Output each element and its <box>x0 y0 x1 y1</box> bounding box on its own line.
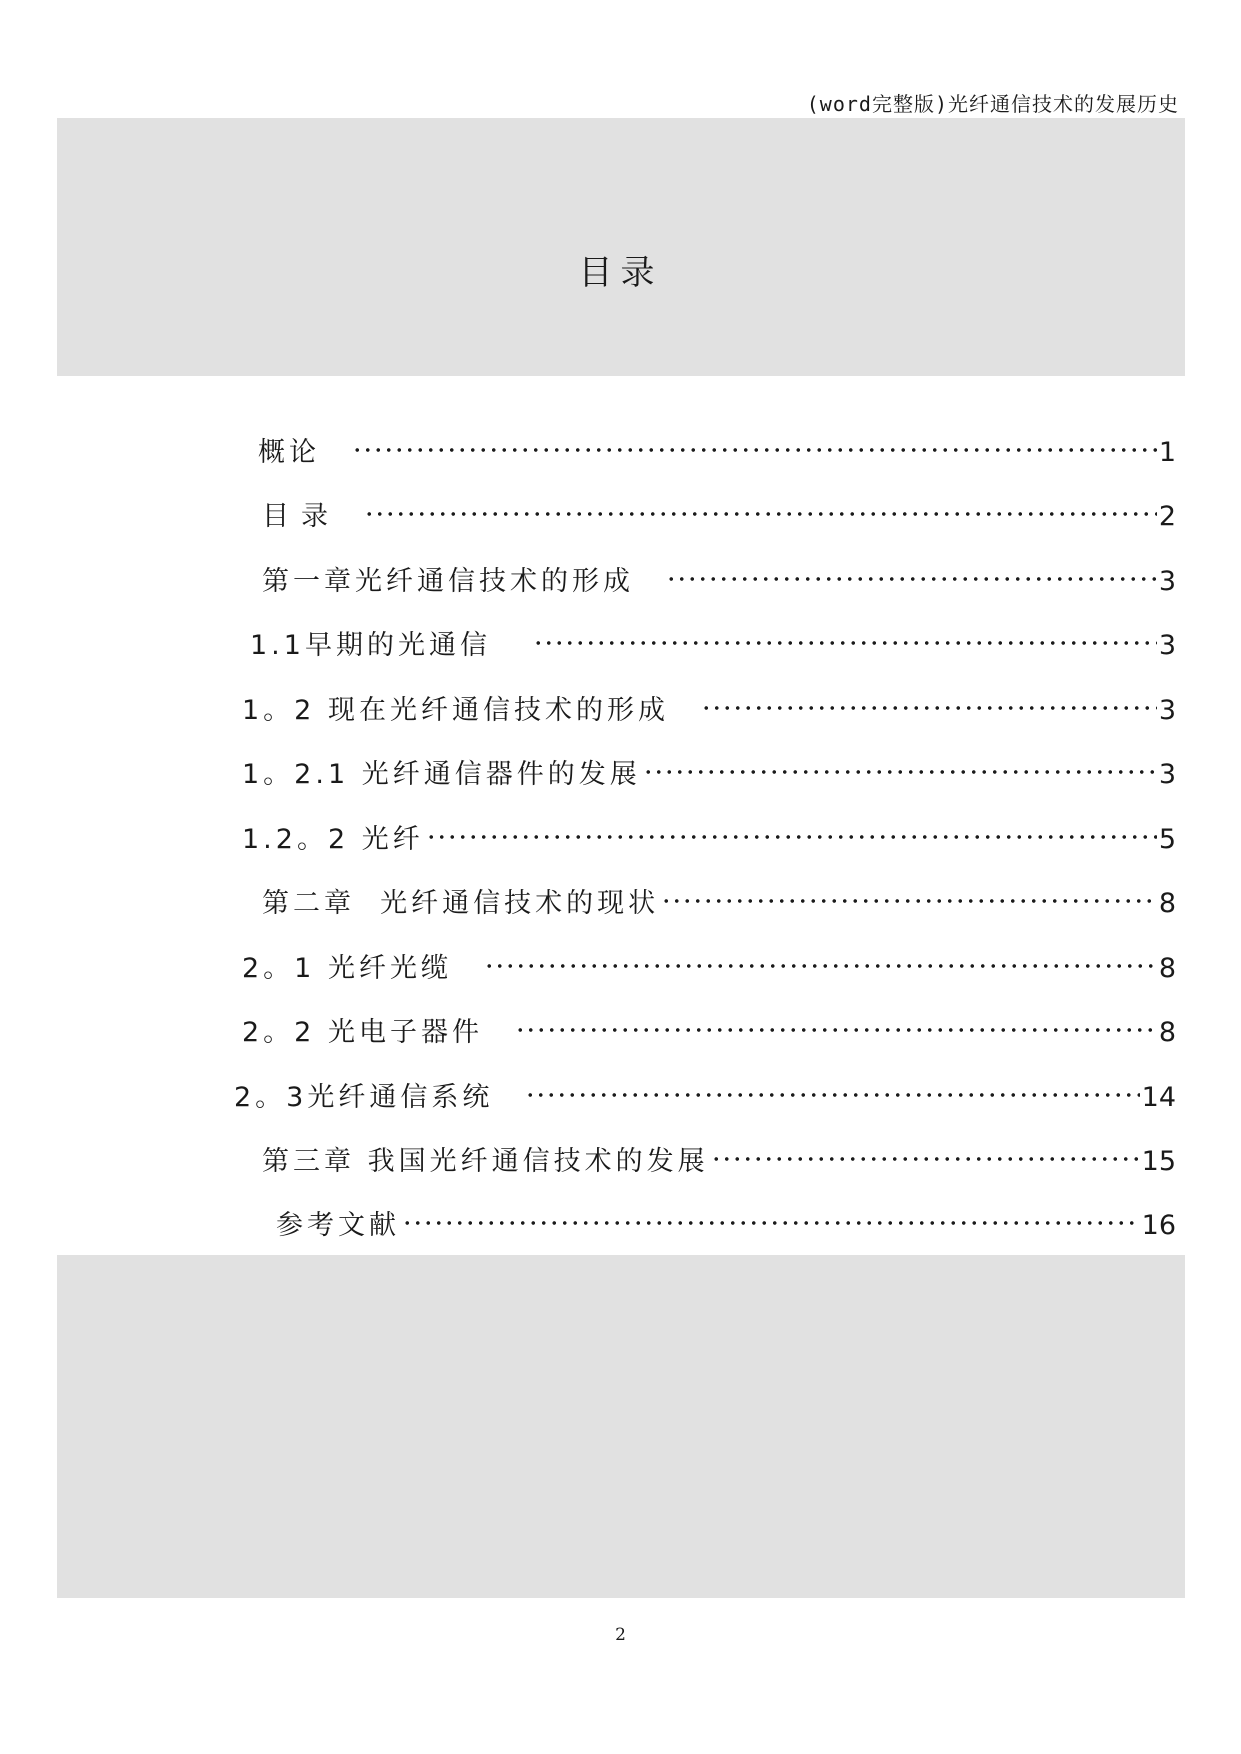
toc-entry-page: 2 <box>1158 501 1176 532</box>
dot-leader <box>661 872 1157 912</box>
dot-leader <box>484 937 1157 977</box>
toc-entry[interactable] <box>276 1194 1176 1241</box>
toc-entry-label: 1。2.1 光纤通信器件的发展 <box>242 759 641 790</box>
toc-entry-label: 第三章 我国光纤通信技术的发展 <box>262 1146 709 1177</box>
footer-band <box>57 1255 1185 1598</box>
toc-entry-page: 15 <box>1141 1146 1176 1177</box>
dot-leader <box>402 1194 1140 1234</box>
dot-leader <box>701 679 1157 719</box>
toc-entry-label: 2。1 光纤光缆 <box>242 953 452 984</box>
toc-entry-label: 第二章 光纤通信技术的现状 <box>262 888 660 919</box>
dot-leader <box>352 421 1157 461</box>
toc-entry-label: 1.1早期的光通信 <box>250 630 491 661</box>
toc-entry[interactable] <box>242 808 1176 855</box>
dot-leader <box>533 614 1157 654</box>
toc-entry-page: 1 <box>1158 437 1176 468</box>
toc-entry[interactable] <box>242 679 1176 726</box>
toc-entry-label: 2。3光纤通信系统 <box>234 1082 494 1113</box>
toc-entry[interactable] <box>242 1001 1176 1048</box>
toc-title: 目录 <box>578 253 663 293</box>
toc-entry-label: 1。2 现在光纤通信技术的形成 <box>242 695 669 726</box>
toc-entry-page: 16 <box>1141 1210 1176 1241</box>
dot-leader <box>515 1001 1157 1041</box>
page-number: 2 <box>615 1625 626 1645</box>
toc-entry-label: 2。2 光电子器件 <box>242 1017 483 1048</box>
toc-entry[interactable] <box>250 614 1176 661</box>
dot-leader <box>666 550 1157 590</box>
toc-entry-page: 3 <box>1158 759 1176 790</box>
toc-entry-page: 8 <box>1158 953 1176 984</box>
toc-entry-label: 参考文献 <box>276 1210 400 1241</box>
toc-entry[interactable] <box>262 1130 1176 1177</box>
dot-leader <box>426 808 1157 848</box>
toc-entry-page: 3 <box>1158 630 1176 661</box>
toc-entry-page: 8 <box>1158 888 1176 919</box>
toc-entry-label: 第一章光纤通信技术的形成 <box>262 566 634 597</box>
dot-leader <box>711 1130 1140 1170</box>
toc-entry[interactable] <box>258 421 1176 468</box>
toc-entry[interactable] <box>234 1066 1176 1113</box>
toc-entry[interactable] <box>262 485 1176 532</box>
toc-entry-label: 概论 <box>258 437 320 468</box>
toc-entry-page: 5 <box>1158 824 1176 855</box>
dot-leader <box>364 485 1157 525</box>
toc-entry[interactable] <box>262 872 1176 919</box>
dot-leader <box>643 743 1157 783</box>
toc-entry-label: 1.2。2 光纤 <box>242 824 424 855</box>
toc-entry[interactable] <box>262 550 1176 597</box>
toc-entry[interactable] <box>242 743 1176 790</box>
running-header: (word完整版)光纤通信技术的发展历史 <box>806 92 1179 116</box>
toc-entry-label: 目录 <box>262 501 340 532</box>
title-band <box>57 118 1185 376</box>
toc-entry-page: 3 <box>1158 695 1176 726</box>
toc-entry[interactable] <box>242 937 1176 984</box>
toc-entry-page: 14 <box>1141 1082 1176 1113</box>
dot-leader <box>525 1066 1139 1106</box>
toc-entry-page: 8 <box>1158 1017 1176 1048</box>
toc-entry-page: 3 <box>1158 566 1176 597</box>
